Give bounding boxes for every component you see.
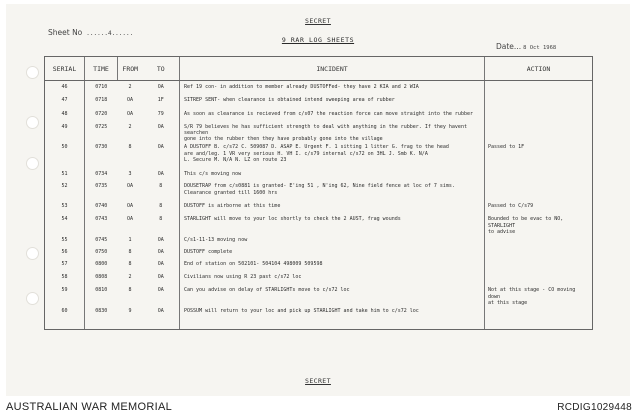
action-cell xyxy=(485,122,593,143)
to-cell: 79 xyxy=(157,110,164,117)
incident-cell: DUSTOFF complete xyxy=(180,247,485,259)
from-cell: 2 xyxy=(128,274,132,281)
punch-hole xyxy=(26,66,39,79)
action-cell xyxy=(485,169,593,181)
time-cell: 0720 xyxy=(85,109,118,122)
time-cell: 0808 xyxy=(85,272,118,285)
time-cell: 0718 xyxy=(85,95,118,109)
action-cell xyxy=(485,259,593,272)
incident-cell: STARLIGHT will move to your loc shortly to check the 2 AUST, frag wounds xyxy=(180,214,485,235)
from-cell: 8 xyxy=(128,287,132,294)
incident-cell: Ref 19 con- in addition to member already DUSTOFFed- they have 2 KIA and 2 WIA xyxy=(180,81,485,95)
action-cell xyxy=(485,81,593,95)
serial-cell: 60 xyxy=(45,306,85,329)
to-cell: 8 xyxy=(159,216,163,223)
time-cell: 0750 xyxy=(85,247,118,259)
action-cell xyxy=(485,109,593,122)
serial-cell: 48 xyxy=(45,109,85,122)
action-cell xyxy=(485,247,593,259)
from-cell: 2 xyxy=(128,123,132,130)
action-cell: Passed to 1F xyxy=(485,142,593,169)
log-entry-row xyxy=(45,122,593,143)
log-entry-row xyxy=(45,142,593,169)
log-entry-row xyxy=(45,247,593,259)
serial-cell: 52 xyxy=(45,181,85,201)
serial-cell: 55 xyxy=(45,235,85,247)
serial-cell: 49 xyxy=(45,122,85,143)
incident-cell: Civilians now using R 23 past c/s72 loc xyxy=(180,272,485,285)
from-cell: OA xyxy=(126,216,134,223)
to-cell: OA xyxy=(157,84,164,90)
to-cell: OA xyxy=(143,306,180,329)
serial-cell: 59 xyxy=(45,285,85,306)
date-label: Date... xyxy=(496,42,522,51)
time-cell: 0710 xyxy=(85,81,118,95)
to-cell: 1F xyxy=(157,96,164,103)
classification-bottom: SECRET xyxy=(305,377,331,385)
column-header-serial: SERIAL xyxy=(45,57,85,81)
serial-cell: 58 xyxy=(45,272,85,285)
incident-cell: DOUSETRAP from c/s0881 is granted- E'ing 51 , N'ing 62, Nine field fence at loc of 7 sims. Clearance granted till 1600 hrs xyxy=(180,181,485,201)
log-entry-row xyxy=(45,235,593,247)
sheet-number-value: ......4...... xyxy=(86,30,134,37)
action-cell xyxy=(485,181,593,201)
action-cell: Passed to C/s79 xyxy=(485,201,593,214)
incident-cell: C/s1-11-13 moving now xyxy=(180,235,485,247)
punch-hole xyxy=(26,247,39,260)
to-cell: OA xyxy=(157,249,164,256)
action-cell: Not at this stage - CO moving down at this stage xyxy=(485,285,593,306)
punch-hole xyxy=(26,116,39,129)
from-cell: OA xyxy=(126,183,134,190)
from-cell: OA xyxy=(126,96,134,103)
serial-cell: 54 xyxy=(45,214,85,235)
sheet-number-label: Sheet No xyxy=(48,28,83,37)
log-entry-row xyxy=(45,109,593,122)
serial-cell: 51 xyxy=(45,169,85,181)
from-cell: 9 xyxy=(118,306,143,329)
serial-cell: 56 xyxy=(45,247,85,259)
incident-cell: As soon as clearance is recieved from c/s07 the reaction force can move straight into the rubber xyxy=(180,109,485,122)
time-cell: 0830 xyxy=(85,306,118,329)
column-header-to: TO xyxy=(143,57,180,81)
time-cell: 0725 xyxy=(85,122,118,143)
incident-cell: End of station on 502101- 504104 498009 509598 xyxy=(180,259,485,272)
to-cell: OA xyxy=(157,144,164,151)
from-cell: 3 xyxy=(128,171,132,178)
log-entry-row xyxy=(45,95,593,109)
from-cell: 1 xyxy=(128,237,132,244)
incident-cell: DUSTOFF is airborne at this time xyxy=(180,201,485,214)
table-header-row xyxy=(45,57,593,81)
to-cell: 8 xyxy=(159,183,163,190)
time-cell: 0810 xyxy=(85,285,118,306)
archive-credit: AUSTRALIAN WAR MEMORIAL xyxy=(6,401,173,413)
log-entry-row xyxy=(45,272,593,285)
to-cell: OA xyxy=(157,274,164,281)
time-cell: 0730 xyxy=(85,142,118,169)
log-entry-row xyxy=(45,181,593,201)
log-table xyxy=(44,56,593,330)
log-entry-row xyxy=(45,214,593,235)
to-cell: 8 xyxy=(159,203,163,210)
action-cell xyxy=(485,306,593,329)
column-header-incident: INCIDENT xyxy=(180,57,485,81)
from-cell: OA xyxy=(126,203,134,210)
column-header-action: ACTION xyxy=(485,57,593,81)
log-sheet-paper xyxy=(6,4,630,396)
document-title: 9 RAR LOG SHEETS xyxy=(281,36,355,44)
incident-cell: Can you advise on delay of STARLIGHTs move to c/s72 loc xyxy=(180,285,485,306)
to-cell: OA xyxy=(157,171,164,178)
log-entry-row xyxy=(45,81,593,95)
serial-cell: 46 xyxy=(45,81,85,95)
serial-cell: 47 xyxy=(45,95,85,109)
incident-cell: SITREP SENT- when clearance is obtained intend sweeping area of rubber xyxy=(180,95,485,109)
action-cell xyxy=(485,235,593,247)
time-cell: 0745 xyxy=(85,235,118,247)
punch-hole xyxy=(26,292,39,305)
action-cell: Bounded to be evac to NO, STARLIGHT to advise xyxy=(485,214,593,235)
time-cell: 0740 xyxy=(85,201,118,214)
incident-cell: A DUSTOFF B. c/s72 C. 509087 D. ASAP E. Urgent F. 1 sitting 1 litter G. frag to the head are and/leg. 1 VR very serious H. VH I. c/s79 internal c/s72 on 3HL J. Smb K. N/A L. Secure M. N/A N. LZ on route 23 xyxy=(180,142,485,169)
column-header-from: FROM xyxy=(118,57,143,81)
log-entry-row xyxy=(45,169,593,181)
from-cell: 8 xyxy=(128,144,132,151)
sheet-date xyxy=(496,42,556,51)
action-cell xyxy=(485,95,593,109)
to-cell: OA xyxy=(157,123,164,130)
from-cell: 8 xyxy=(128,249,132,256)
serial-cell: 50 xyxy=(45,142,85,169)
log-entry-row xyxy=(45,306,593,329)
log-table-body xyxy=(45,81,593,330)
punch-hole xyxy=(26,157,39,170)
classification-top: SECRET xyxy=(305,17,331,25)
from-cell: OA xyxy=(126,110,134,117)
incident-cell: S/R 79 believes he has sufficient strength to deal with anything in the rubber. If they havent searchen gone into the rubber then they have probably gone into the village xyxy=(180,122,485,143)
log-entry-row xyxy=(45,201,593,214)
incident-cell: POSSUM will return to your loc and pick up STARLIGHT and take him to c/s72 loc xyxy=(180,306,485,329)
to-cell: OA xyxy=(157,261,164,268)
time-cell: 0734 xyxy=(85,169,118,181)
action-cell xyxy=(485,272,593,285)
to-cell: OA xyxy=(157,237,164,244)
archive-reference: RCDIG1029448 xyxy=(557,402,632,413)
log-entry-row xyxy=(45,259,593,272)
time-cell: 0743 xyxy=(85,214,118,235)
column-header-time: TIME xyxy=(85,57,118,81)
incident-cell: This c/s moving now xyxy=(180,169,485,181)
from-cell: 2 xyxy=(128,84,132,90)
time-cell: 0735 xyxy=(85,181,118,201)
log-entry-row xyxy=(45,285,593,306)
from-cell: 8 xyxy=(128,261,132,268)
serial-cell: 57 xyxy=(45,259,85,272)
date-value: 8 Oct 1968 xyxy=(523,45,557,51)
time-cell: 0800 xyxy=(85,259,118,272)
to-cell: OA xyxy=(157,287,164,294)
serial-cell: 53 xyxy=(45,201,85,214)
